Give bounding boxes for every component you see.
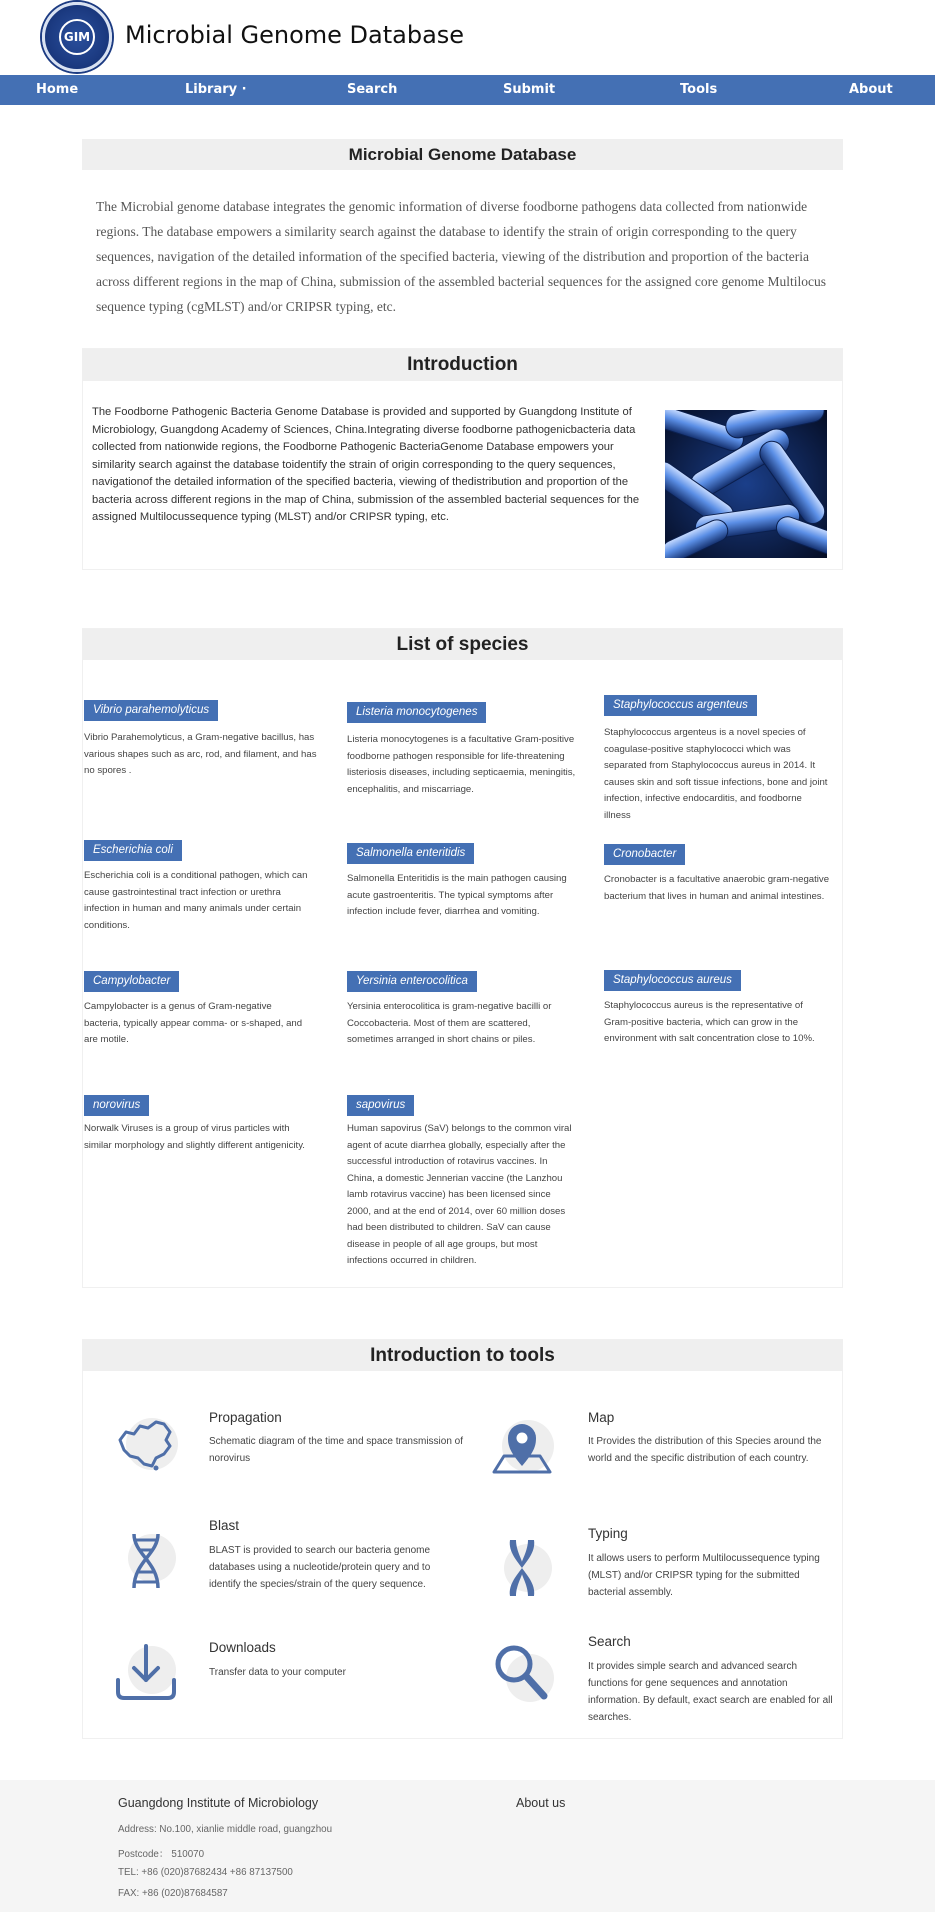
search-icon[interactable]	[488, 1640, 556, 1708]
bacteria-image	[665, 410, 827, 558]
tool-desc-blast: BLAST is provided to search our bacteria genome databases using a nucleotide/protein query and to identify the species/strain of the query sequence.	[209, 1545, 431, 1590]
footer-fax: FAX: +86 (020)87684587	[118, 1888, 228, 1899]
species-tag-salmonella-enteritidis[interactable]: Salmonella enteritidis	[347, 843, 474, 864]
species-desc-sapovirus: Human sapovirus (SaV) belongs to the common viral agent of acute diarrhea globally, especially after the successful introduction of rotavirus vaccines. In China, a domestic Jennerian vaccine (the Lanzhou lamb rotavirus vaccine) has been licensed since 2000, and at the end of 2014, over 60 million doses had been distributed to children. SaV can cause disease in people of all age groups, but most infections occurred in children.	[347, 1123, 572, 1266]
tool-desc-typing: It allows users to perform Multilocussequence typing (MLST) and/or CRIPSR typing for the submitted bacterial assembly.	[588, 1553, 820, 1598]
chromosome-icon[interactable]	[488, 1534, 556, 1602]
tool-desc-propagation: Schematic diagram of the time and space transmission of norovirus	[209, 1436, 464, 1464]
tool-name-downloads[interactable]: Downloads	[209, 1640, 276, 1655]
species-desc-salmonella-enteritidis: Salmonella Enteritidis is the main pathogen causing acute gastroenteritis. The typical symptoms after infection include fever, diarrhea and vomiting.	[347, 873, 567, 917]
overview-text: The Microbial genome database integrates the genomic information of diverse foodborne pathogens data collected from nationwide regions. The database empowers a similarity search against the database to identify the strain of origin corresponding to the query sequences, navigation of the detailed information of the specified bacteria, viewing of the distribution and proportion of the bacteria across different regions in the map of China, submission of the assembled bacterial sequences for the assigned core genome Multilocus sequence typing (cgMLST) and/or CRIPSR typing, etc.	[96, 199, 827, 314]
tool-name-map[interactable]: Map	[588, 1410, 615, 1425]
introduction-title: Introduction	[82, 349, 843, 381]
map-pin-icon[interactable]	[488, 1412, 556, 1480]
china-map-icon[interactable]	[112, 1410, 180, 1478]
footer-org-name: Guangdong Institute of Microbiology	[118, 1796, 319, 1810]
overview-title: Microbial Genome Database	[82, 139, 843, 170]
species-desc-escherichia-coli: Escherichia coli is a conditional pathogen, which can cause gastrointestinal tract infection or urethra infection in human and many animals under certain conditions.	[84, 870, 308, 931]
nav-tools[interactable]: Tools	[680, 82, 718, 97]
institute-logo-icon[interactable]	[42, 2, 112, 72]
tool-name-search[interactable]: Search	[588, 1634, 631, 1649]
species-desc-vibrio-parahemolyticus: Vibrio Parahemolyticus, a Gram-negative bacillus, has various shapes such as arc, rod, and filament, and has no spores .	[84, 732, 317, 776]
main-nav	[0, 75, 935, 105]
tool-desc-downloads: Transfer data to your computer	[209, 1667, 346, 1678]
species-tag-norovirus[interactable]: norovirus	[84, 1095, 149, 1116]
species-tag-campylobacter[interactable]: Campylobacter	[84, 971, 179, 992]
species-tag-cronobacter[interactable]: Cronobacter	[604, 844, 685, 865]
nav-about[interactable]: About	[849, 82, 893, 97]
species-tag-vibrio-parahemolyticus[interactable]: Vibrio parahemolyticus	[84, 700, 218, 721]
download-icon[interactable]	[112, 1640, 180, 1708]
tool-desc-map: It Provides the distribution of this Species around the world and the specific distribution of each country.	[588, 1436, 822, 1464]
footer-about-link[interactable]: About us	[516, 1796, 566, 1810]
nav-home[interactable]: Home	[36, 82, 79, 97]
site-title: Microbial Genome Database	[125, 21, 465, 49]
species-tag-listeria-monocytogenes[interactable]: Listeria monocytogenes	[347, 702, 486, 723]
species-tag-staphylococcus-aureus[interactable]: Staphylococcus aureus	[604, 970, 741, 991]
tools-title: Introduction to tools	[82, 1340, 843, 1371]
nav-search[interactable]: Search	[347, 82, 398, 97]
species-desc-norovirus: Norwalk Viruses is a group of virus particles with similar morphology and slightly different antigenicity.	[84, 1123, 305, 1151]
footer-address: Address: No.100, xianlie middle road, guangzhou	[118, 1824, 333, 1835]
site-header	[0, 0, 935, 75]
nav-submit[interactable]: Submit	[503, 82, 556, 97]
species-tag-staphylococcus-argenteus[interactable]: Staphylococcus argenteus	[604, 695, 757, 716]
species-desc-yersinia-enterocolitica: Yersinia enterocolitica is gram-negative bacilli or Coccobacteria. Most of them are scattered, sometimes arranged in short chains or piles.	[347, 1001, 552, 1045]
nav-library[interactable]: Library ·	[185, 82, 247, 97]
tool-name-blast[interactable]: Blast	[209, 1518, 240, 1533]
species-desc-listeria-monocytogenes: Listeria monocytogenes is a facultative Gram-positive foodborne pathogen responsible for life-threatening listeriosis diseases, including septicaemia, meningitis, encephalitis, and miscarriage.	[347, 734, 576, 795]
dna-icon[interactable]	[112, 1528, 180, 1596]
species-tag-escherichia-coli[interactable]: Escherichia coli	[84, 840, 182, 861]
species-tag-sapovirus[interactable]: sapovirus	[347, 1095, 414, 1116]
species-desc-staphylococcus-aureus: Staphylococcus aureus is the representative of Gram-positive bacteria, which can grow in the environment with salt concentration close to 10%.	[604, 1000, 815, 1044]
tool-name-propagation[interactable]: Propagation	[209, 1410, 282, 1425]
logo-text: GIM	[63, 30, 91, 44]
species-desc-staphylococcus-argenteus: Staphylococcus argenteus is a novel species of coagulase-positive staphylococci which was separated from Staphylococcus aureus in 2014. It causes skin and soft tissue infections, bone and joint infection, infective endocarditis, and foodborne illness	[604, 727, 828, 821]
tool-desc-search: It provides simple search and advanced search functions for gene sequences and annotation information. By default, exact search are enabled for all searches.	[588, 1661, 833, 1723]
species-desc-cronobacter: Cronobacter is a facultative anaerobic gram-negative bacterium that lives in human and animal intestines.	[604, 874, 830, 902]
tool-name-typing[interactable]: Typing	[588, 1526, 628, 1541]
introduction-text: The Foodborne Pathogenic Bacteria Genome Database is provided and supported by Guangdong Institute of Microbiology, Guangdong Academy of Sciences, China.Integrating diverse foodborne pathogenicbacteria data collected from nationwide regions, the Foodborne Pathogenic BacteriaGenome Database empowers your similarity search against the database toidentify the strain of origin corresponding to the query sequences, navigationof the detailed information of the specified bacteria, viewing of thedistribution and proportion of the bacteria across different regions in the map of China, submission of the assembled bacterial sequences for the assigned Multilocussequence typing (MLST) and/or CRIPSR typing, etc.	[92, 406, 640, 523]
footer-tel: TEL: +86 (020)87682434 +86 87137500	[118, 1867, 293, 1878]
species-desc-campylobacter: Campylobacter is a genus of Gram-negative bacteria, typically appear comma- or s-shaped, and are motile.	[84, 1001, 303, 1045]
footer	[0, 1780, 935, 1912]
species-tag-yersinia-enterocolitica[interactable]: Yersinia enterocolitica	[347, 971, 477, 992]
footer-postcode: Postcode： 510070	[118, 1849, 205, 1860]
species-title: List of species	[82, 629, 843, 660]
